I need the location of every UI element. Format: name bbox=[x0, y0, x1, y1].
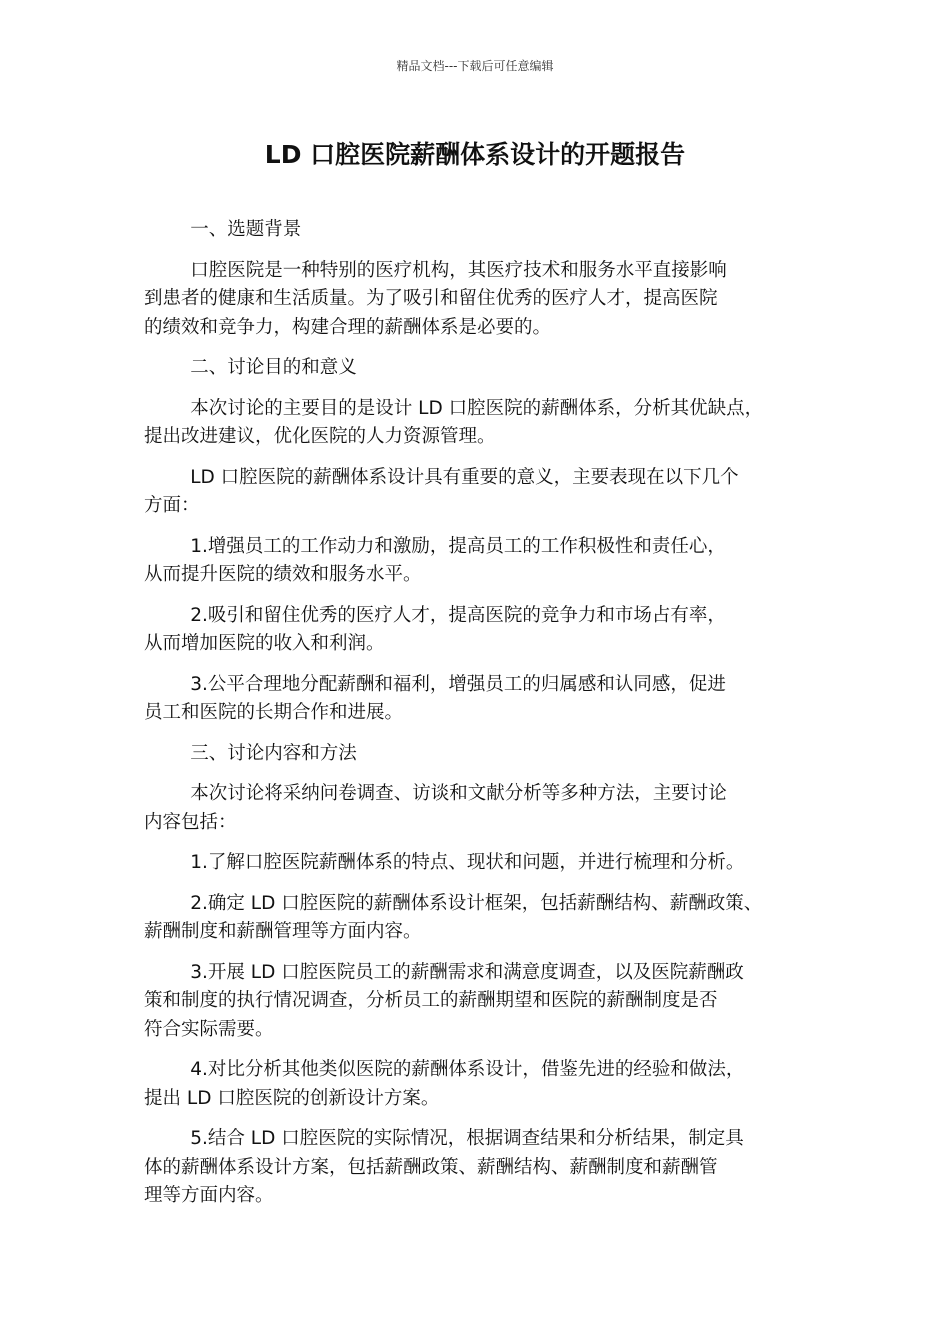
list-item-significance-2: 2.吸引和留住优秀的医疗人才，提高医院的竞争力和市场占有率， 从而增加医院的收入和利润。 bbox=[144, 604, 726, 654]
list-item-significance-1: 1.增强员工的工作动力和激励，提高员工的工作积极性和责任心， 从而提升医院的绩效和服务水平。 bbox=[144, 535, 726, 585]
list-item-content-3: 3.开展 LD 口腔医院员工的薪酬需求和满意度调查，以及医院薪酬政 策和制度的执行情况调查，分析员工的薪酬期望和医院的薪酬制度是否 符合实际需要。 bbox=[144, 961, 744, 1040]
paragraph-methods: 本次讨论将采纳问卷调查、访谈和文献分析等多种方法，主要讨论 内容包括： bbox=[144, 783, 727, 833]
paragraph-background: 口腔医院是一种特别的医疗机构，其医疗技术和服务水平直接影响 到患者的健康和生活质量。为了吸引和留住优秀的医疗人才，提高医院 的绩效和竞争力，构建合理的薪酬体系是必要的。 bbox=[144, 259, 727, 338]
section-heading-background: 一、选题背景 bbox=[190, 219, 302, 240]
section-heading-purpose: 二、讨论目的和意义 bbox=[190, 357, 357, 378]
section-heading-methods: 三、讨论内容和方法 bbox=[190, 742, 357, 764]
list-item-content-4: 4.对比分析其他类似医院的薪酬体系设计，借鉴先进的经验和做法， 提出 LD 口腔医院的创新设计方案。 bbox=[144, 1059, 745, 1109]
document-body bbox=[144, 216, 822, 1223]
document-title: LD 口腔医院薪酬体系设计的开题报告 bbox=[264, 140, 686, 169]
list-item-content-2: 2.确定 LD 口腔医院的薪酬体系设计框架，包括薪酬结构、薪酬政策、 薪酬制度和薪酬管理等方面内容。 bbox=[144, 892, 763, 942]
list-item-content-1: 1.了解口腔医院薪酬体系的特点、现状和问题，并进行梳理和分析。 bbox=[190, 852, 745, 873]
header-note: 精品文档---下载后可任意编辑 bbox=[396, 59, 554, 73]
list-item-content-5: 5.结合 LD 口腔医院的实际情况，根据调查结果和分析结果，制定具 体的薪酬体系设计方案，包括薪酬政策、薪酬结构、薪酬制度和薪酬管 理等方面内容。 bbox=[144, 1128, 744, 1206]
paragraph-purpose: 本次讨论的主要目的是设计 LD 口腔医院的薪酬体系，分析其优缺点， 提出改进建议，优化医院的人力资源管理。 bbox=[144, 397, 764, 447]
list-item-significance-3: 3.公平合理地分配薪酬和福利，增强员工的归属感和认同感，促进 员工和医院的长期合作和进展。 bbox=[144, 673, 726, 723]
paragraph-significance: LD 口腔医院的薪酬体系设计具有重要的意义，主要表现在以下几个 方面： bbox=[144, 466, 739, 516]
